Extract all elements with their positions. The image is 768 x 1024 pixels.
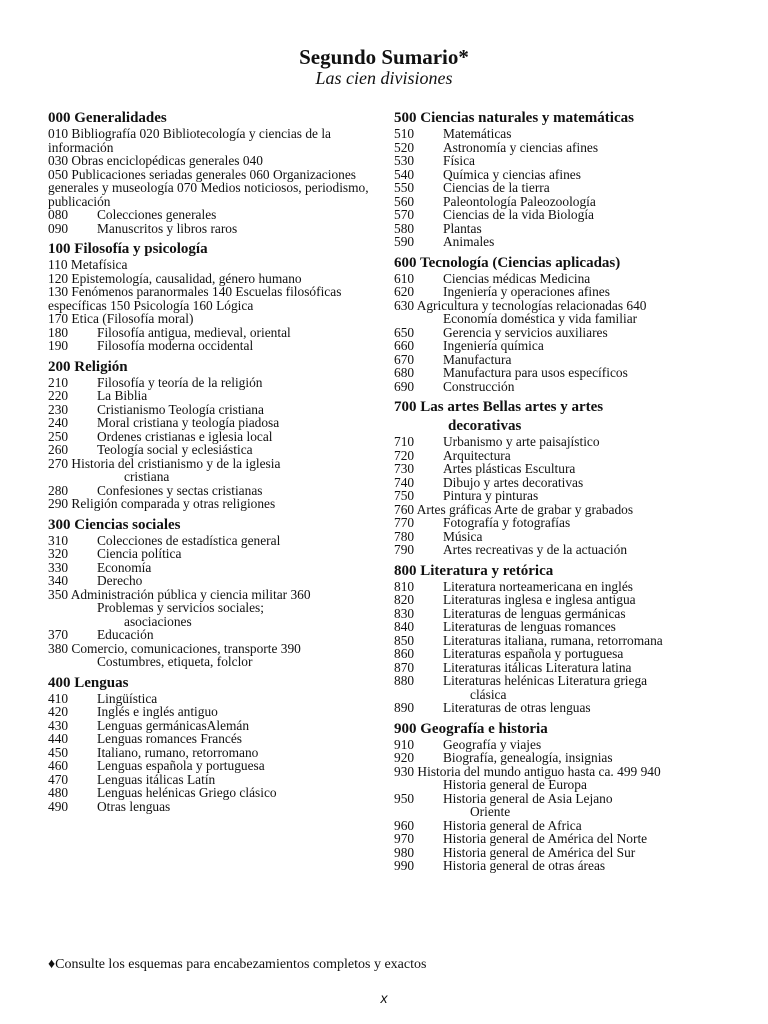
entry-row <box>394 792 724 806</box>
section-800 <box>394 563 724 715</box>
section-heading: 900 Geografía e historia <box>394 720 548 737</box>
entry-number: 260 <box>48 442 69 457</box>
entry-text: Literaturas de lenguas romances <box>443 619 616 634</box>
entry-number: 890 <box>394 700 415 715</box>
entry-row <box>394 366 724 380</box>
entry-number: 460 <box>48 758 69 773</box>
entry-number: 880 <box>394 673 415 688</box>
entry-number: 230 <box>48 401 69 417</box>
entry-text: Italiano, rumano, retorromano <box>97 744 259 760</box>
page-subtitle: Las cien divisiones <box>315 68 453 88</box>
entry-text: Literaturas helénicas Literatura griega <box>443 673 648 688</box>
entry-row <box>394 208 724 222</box>
section-heading: 700 Las artes Bellas artes y artes <box>394 399 604 415</box>
entry-text: Lenguas itálicas Latín <box>97 771 216 787</box>
entry-text: Urbanismo y arte paisajístico <box>443 434 600 449</box>
section-700 <box>394 399 724 557</box>
entry-text: Arquitectura <box>443 447 511 463</box>
entry-row <box>394 738 724 752</box>
entry-number: 670 <box>394 351 415 367</box>
entry-row <box>394 580 724 594</box>
entry-text: Biografía, genealogía, insignias <box>443 750 613 765</box>
entry-number: 560 <box>394 193 415 209</box>
entry-number: 340 <box>48 573 69 588</box>
entry-text: Filosofía moderna occidental <box>97 338 254 353</box>
entry-text: La Biblia <box>97 388 148 403</box>
entry-text: Inglés e inglés antiguo <box>97 704 218 719</box>
entry-text: Colecciones de estadística general <box>97 532 281 548</box>
entry-number: 660 <box>394 338 415 353</box>
entry-number: 410 <box>48 690 69 706</box>
entry-number: 180 <box>48 324 69 340</box>
entry-number: 250 <box>48 428 69 444</box>
entry-text: Ciencias de la tierra <box>443 180 550 195</box>
entry-number: 480 <box>48 785 69 800</box>
entry-text: Gerencia y servicios auxiliares <box>443 324 608 340</box>
entry-number: 470 <box>48 771 69 787</box>
entry-number: 780 <box>394 528 415 544</box>
entry-text: Lingüística <box>97 690 158 706</box>
entry-text: Economía <box>97 559 152 575</box>
entry-text: Literatura norteamericana en inglés <box>443 578 633 594</box>
right-column <box>394 108 724 879</box>
entry-continuation: Historia general de Europa <box>443 777 587 792</box>
left-column <box>48 108 370 819</box>
entry-row <box>394 462 724 476</box>
entry-row <box>48 628 370 642</box>
entry-row <box>394 661 724 675</box>
entry-text: Lenguas española y portuguesa <box>97 758 265 773</box>
section-heading: 100 Filosofía y psicología <box>48 241 208 257</box>
entry-paragraph: 170 Etica (Filosofía moral) <box>48 311 194 326</box>
entry-text: Ciencias médicas Medicina <box>443 270 591 286</box>
entry-row <box>394 859 724 873</box>
entry-row <box>48 484 370 498</box>
entry-row <box>394 701 724 715</box>
section-heading: 800 Literatura y retórica <box>394 562 554 579</box>
section-heading: 000 Generalidades <box>48 110 167 126</box>
section-100 <box>48 241 370 353</box>
entry-paragraph: 010 Bibliografía 020 Bibliotecología y ciencias de la información <box>48 126 331 155</box>
entry-row <box>394 530 724 544</box>
entry-number: 820 <box>394 592 415 607</box>
section-900 <box>394 721 724 873</box>
entry-row <box>394 272 724 286</box>
entry-text: Artes recreativas y de la actuación <box>443 542 628 557</box>
entry-text: Física <box>443 153 475 168</box>
entry-row <box>48 800 370 814</box>
entry-number: 420 <box>48 704 69 719</box>
entry-number: 840 <box>394 619 415 634</box>
entry-row <box>394 195 724 209</box>
entry-paragraph: 350 Administración pública y ciencia militar 360 <box>48 586 311 602</box>
entry-number: 850 <box>394 632 415 648</box>
entry-number: 980 <box>394 844 415 860</box>
entry-text: Ciencias de la vida Biología <box>443 207 594 222</box>
entry-row <box>394 846 724 860</box>
entry-number: 430 <box>48 717 69 733</box>
entry-number: 530 <box>394 153 415 168</box>
entry-number: 620 <box>394 284 415 299</box>
entry-paragraph: 030 Obras enciclopédicas generales 040 <box>48 153 263 168</box>
entry-number: 220 <box>48 388 69 403</box>
entry-row <box>48 746 370 760</box>
entry-number: 320 <box>48 546 69 561</box>
entry-text: Moral cristiana y teología piadosa <box>97 415 280 430</box>
entry-row <box>394 449 724 463</box>
entry-row <box>48 430 370 444</box>
entry-number: 650 <box>394 324 415 340</box>
section-400 <box>48 675 370 814</box>
entry-text: Historia general de América del Sur <box>443 844 636 860</box>
entry-number: 720 <box>394 447 415 463</box>
entry-row <box>48 692 370 706</box>
entry-row <box>394 489 724 503</box>
entry-row <box>48 705 370 719</box>
entry-row <box>394 222 724 236</box>
entry-number: 920 <box>394 750 415 765</box>
entry-number: 440 <box>48 731 69 746</box>
entry-continuation: Costumbres, etiqueta, folclor <box>97 654 253 669</box>
entry-text: Literaturas itálicas Literatura latina <box>443 659 632 675</box>
entry-number: 370 <box>48 627 69 642</box>
entry-number: 570 <box>394 207 415 222</box>
entry-text: Fotografía y fotografías <box>443 515 571 530</box>
entry-text: Artes plásticas Escultura <box>443 461 576 476</box>
entry-number: 830 <box>394 605 415 621</box>
entry-row <box>48 547 370 561</box>
entry-number: 990 <box>394 858 415 873</box>
entry-number: 810 <box>394 578 415 594</box>
entry-row <box>48 376 370 390</box>
entry-row <box>394 285 724 299</box>
entry-row <box>394 353 724 367</box>
entry-row <box>48 561 370 575</box>
entry-number: 590 <box>394 234 415 249</box>
entry-text: Matemáticas <box>443 126 512 141</box>
section-heading: 400 Lenguas <box>48 674 129 691</box>
entry-text: Confesiones y sectas cristianas <box>97 482 263 498</box>
entry-row <box>48 732 370 746</box>
entry-text: Geografía y viajes <box>443 736 542 752</box>
entry-row <box>48 389 370 403</box>
entry-row <box>394 339 724 353</box>
entry-row <box>48 326 370 340</box>
entry-continuation: Problemas y servicios sociales; <box>97 600 264 615</box>
entry-number: 330 <box>48 559 69 575</box>
entry-text: Historia general de América del Norte <box>443 831 648 846</box>
entry-text: Derecho <box>97 573 143 588</box>
entry-row <box>394 141 724 155</box>
entry-row <box>394 380 724 394</box>
entry-row <box>48 759 370 773</box>
entry-text: Literaturas de lenguas germánicas <box>443 605 626 621</box>
entry-text: Química y ciencias afines <box>443 166 581 182</box>
entry-paragraph: 380 Comercio, comunicaciones, transporte 390 <box>48 640 301 656</box>
entry-text: Música <box>443 528 483 544</box>
entry-text: Plantas <box>443 220 482 236</box>
entry-paragraph: 110 Metafísica <box>48 257 128 272</box>
entry-number: 490 <box>48 798 69 814</box>
entry-text: Historia general de Asia Lejano <box>443 790 613 806</box>
entry-row <box>394 620 724 634</box>
entry-number: 450 <box>48 744 69 760</box>
entry-row <box>48 719 370 733</box>
entry-row <box>394 168 724 182</box>
entry-text: Colecciones generales <box>97 207 217 222</box>
entry-number: 860 <box>394 646 415 661</box>
entry-row <box>394 647 724 661</box>
entry-number: 710 <box>394 434 415 449</box>
entry-text: Literaturas de otras lenguas <box>443 700 591 715</box>
page-title: Segundo Sumario* <box>299 45 469 69</box>
entry-text: Animales <box>443 234 495 249</box>
entry-number: 520 <box>394 139 415 155</box>
entry-row <box>394 832 724 846</box>
entry-number: 580 <box>394 220 415 236</box>
entry-number: 960 <box>394 817 415 833</box>
entry-number: 280 <box>48 482 69 498</box>
entry-text: Manufactura para usos específicos <box>443 365 628 380</box>
entry-row <box>394 181 724 195</box>
entry-number: 210 <box>48 374 69 390</box>
entry-text: Teología social y eclesiástica <box>97 442 253 457</box>
entry-number: 610 <box>394 270 415 286</box>
entry-number: 240 <box>48 415 69 430</box>
entry-paragraph: 120 Epistemología, causalidad, género humano <box>48 270 302 286</box>
section-heading: 300 Ciencias sociales <box>48 516 181 533</box>
entry-text: Literaturas italiana, rumana, retorromana <box>443 632 663 648</box>
entry-text: Lenguas germánicasAlemán <box>97 717 250 733</box>
entry-row <box>48 403 370 417</box>
entry-number: 740 <box>394 474 415 490</box>
entry-number: 790 <box>394 542 415 557</box>
footnote: ♦Consulte los esquemas para encabezamientos completos y exactos <box>48 957 427 972</box>
entry-row <box>394 516 724 530</box>
entry-continuation: clásica <box>470 686 507 702</box>
entry-text: Otras lenguas <box>97 798 171 814</box>
entry-continuation: asociaciones <box>124 613 192 629</box>
section-500 <box>394 110 724 249</box>
entry-text: Literaturas española y portuguesa <box>443 646 624 661</box>
entry-paragraph: 290 Religión comparada y otras religiones <box>48 496 276 511</box>
entry-row <box>48 339 370 353</box>
entry-continuation: cristiana <box>124 469 170 484</box>
entry-number: 310 <box>48 532 69 548</box>
entry-row <box>48 416 370 430</box>
entry-row <box>48 443 370 457</box>
entry-text: Filosofía antigua, medieval, oriental <box>97 324 291 340</box>
entry-row <box>394 326 724 340</box>
entry-paragraph: 760 Artes gráficas Arte de grabar y grabados <box>394 501 634 517</box>
entry-row <box>394 634 724 648</box>
entry-text: Manuscritos y libros raros <box>97 220 238 236</box>
entry-text: Historia general de Africa <box>443 817 582 833</box>
entry-number: 970 <box>394 831 415 846</box>
entry-number: 870 <box>394 659 415 675</box>
entry-number: 770 <box>394 515 415 530</box>
section-200 <box>48 359 370 511</box>
entry-text: Paleontología Paleozoología <box>443 193 596 209</box>
entry-row <box>394 235 724 249</box>
entry-text: Literaturas inglesa e inglesa antigua <box>443 592 636 607</box>
entry-row <box>394 476 724 490</box>
entry-row <box>48 534 370 548</box>
page-number: x <box>380 990 388 1006</box>
entry-number: 090 <box>48 220 69 236</box>
entry-paragraph: 270 Historia del cristianismo y de la iglesia <box>48 455 281 471</box>
entry-row <box>394 435 724 449</box>
entry-row <box>48 786 370 800</box>
section-heading: 200 Religión <box>48 358 128 375</box>
entry-text: Dibujo y artes decorativas <box>443 474 584 490</box>
entry-number: 730 <box>394 461 415 476</box>
entry-row <box>394 593 724 607</box>
entry-text: Cristianismo Teología cristiana <box>97 401 264 417</box>
entry-text: Ordenes cristianas e iglesia local <box>97 428 273 444</box>
entry-text: Construcción <box>443 378 515 394</box>
entry-text: Ciencia política <box>97 546 182 561</box>
entry-paragraph: 050 Publicaciones seriadas generales 060 Organizaciones generales y museología 070 Medios noticiosos, periodismo, publicación <box>48 166 369 209</box>
section-000 <box>48 110 370 235</box>
entry-number: 910 <box>394 736 415 752</box>
entry-row <box>48 773 370 787</box>
section-600 <box>394 255 724 394</box>
entry-text: Ingeniería y operaciones afines <box>443 284 610 299</box>
entry-number: 540 <box>394 166 415 182</box>
entry-continuation: Oriente <box>470 804 511 819</box>
entry-number: 750 <box>394 488 415 503</box>
entry-number: 080 <box>48 207 69 222</box>
entry-number: 190 <box>48 338 69 353</box>
entry-row <box>394 674 724 688</box>
entry-text: Ingeniería química <box>443 338 544 353</box>
entry-number: 950 <box>394 790 415 806</box>
entry-number: 680 <box>394 365 415 380</box>
entry-number: 550 <box>394 180 415 195</box>
entry-number: 690 <box>394 378 415 394</box>
entry-row <box>394 543 724 557</box>
entry-row <box>48 208 370 222</box>
entry-text: Pintura y pinturas <box>443 488 539 503</box>
entry-paragraph: 630 Agricultura y tecnologías relacionadas 640 <box>394 297 647 313</box>
entry-row <box>394 819 724 833</box>
entry-continuation: Economía doméstica y vida familiar <box>443 311 638 326</box>
section-heading-continuation: decorativas <box>448 418 522 434</box>
entry-text: Filosofía y teoría de la religión <box>97 374 263 390</box>
section-heading: 600 Tecnología (Ciencias aplicadas) <box>394 254 621 271</box>
entry-text: Lenguas helénicas Griego clásico <box>97 785 277 800</box>
section-heading: 500 Ciencias naturales y matemáticas <box>394 110 634 126</box>
entry-row <box>48 574 370 588</box>
entry-text: Manufactura <box>443 351 512 367</box>
entry-text: Astronomía y ciencias afines <box>443 139 599 155</box>
entry-text: Historia general de otras áreas <box>443 858 606 873</box>
entry-paragraph: 130 Fenómenos paranormales 140 Escuelas filosóficas específicas 150 Psicología 160 Lógica <box>48 284 342 313</box>
entry-row <box>394 607 724 621</box>
section-300 <box>48 517 370 669</box>
entry-row <box>394 127 724 141</box>
entry-text: Educación <box>97 627 154 642</box>
entry-row <box>48 222 370 236</box>
entry-number: 510 <box>394 126 415 141</box>
entry-text: Lenguas romances Francés <box>97 731 243 746</box>
entry-paragraph: 930 Historia del mundo antiguo hasta ca. 499 940 <box>394 763 661 779</box>
entry-row <box>394 751 724 765</box>
entry-row <box>394 154 724 168</box>
